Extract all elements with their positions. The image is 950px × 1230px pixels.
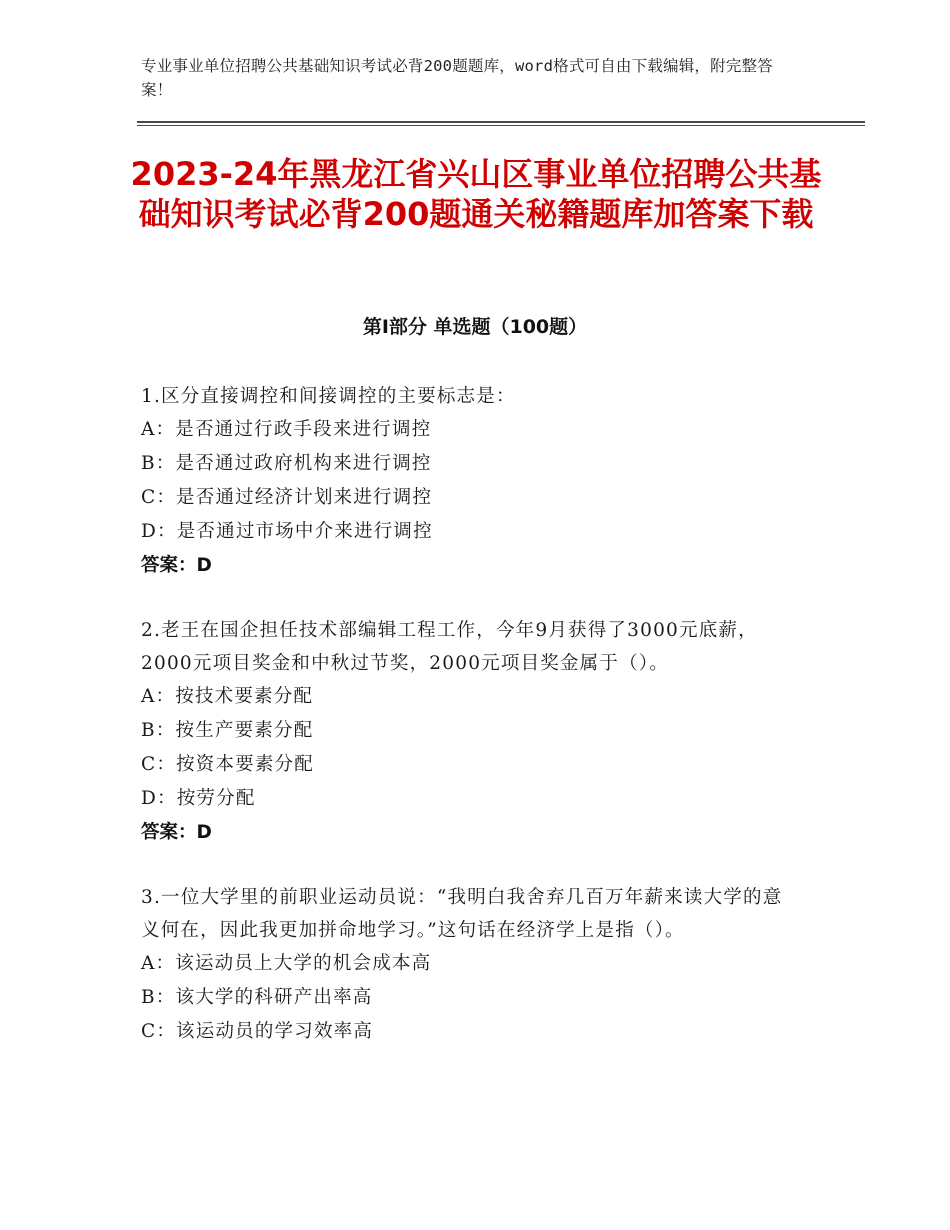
option-c: C：是否通过经济计划来进行调控 [141, 487, 433, 508]
answer-line: 答案：D [141, 555, 212, 576]
question-2 [141, 614, 801, 850]
document-title: 2023-24年黑龙江省兴山区事业单位招聘公共基础知识考试必背200题通关秘籍题库加答案下载 [130, 155, 822, 233]
option-b: B：是否通过政府机构来进行调控 [141, 453, 432, 474]
option-a: A：按技术要素分配 [141, 686, 314, 707]
option-d: D：按劳分配 [141, 788, 256, 809]
section-heading: 第Ⅰ部分 单选题（100题） [362, 316, 588, 338]
option-a: A：该运动员上大学的机会成本高 [141, 953, 432, 974]
question-list [141, 380, 801, 1080]
header-rule-thin [137, 125, 865, 126]
option-d: D：是否通过市场中介来进行调控 [141, 521, 433, 542]
answer-line: 答案：D [141, 822, 212, 843]
option-c: C：按资本要素分配 [141, 754, 314, 775]
question-text: 3.一位大学里的前职业运动员说：“我明白我舍弃几百万年薪来读大学的意义何在，因此我更加拼命地学习。”这句话在经济学上是指（）。 [141, 887, 783, 941]
question-1 [141, 380, 801, 583]
header-rule-thick [137, 121, 865, 123]
question-text: 1.区分直接调控和间接调控的主要标志是： [141, 386, 516, 407]
option-a: A：是否通过行政手段来进行调控 [141, 419, 432, 440]
option-c: C：该运动员的学习效率高 [141, 1021, 374, 1042]
question-text: 2.老王在国企担任技术部编辑工程工作，今年9月获得了3000元底薪，2000元项目奖金和中秋过节奖，2000元项目奖金属于（）。 [141, 620, 758, 674]
option-b: B：按生产要素分配 [141, 720, 314, 741]
header-note: 专业事业单位招聘公共基础知识考试必背200题题库，word格式可自由下载编辑，附完整答案！ [141, 57, 773, 99]
question-3 [141, 881, 801, 1049]
option-b: B：该大学的科研产出率高 [141, 987, 373, 1008]
